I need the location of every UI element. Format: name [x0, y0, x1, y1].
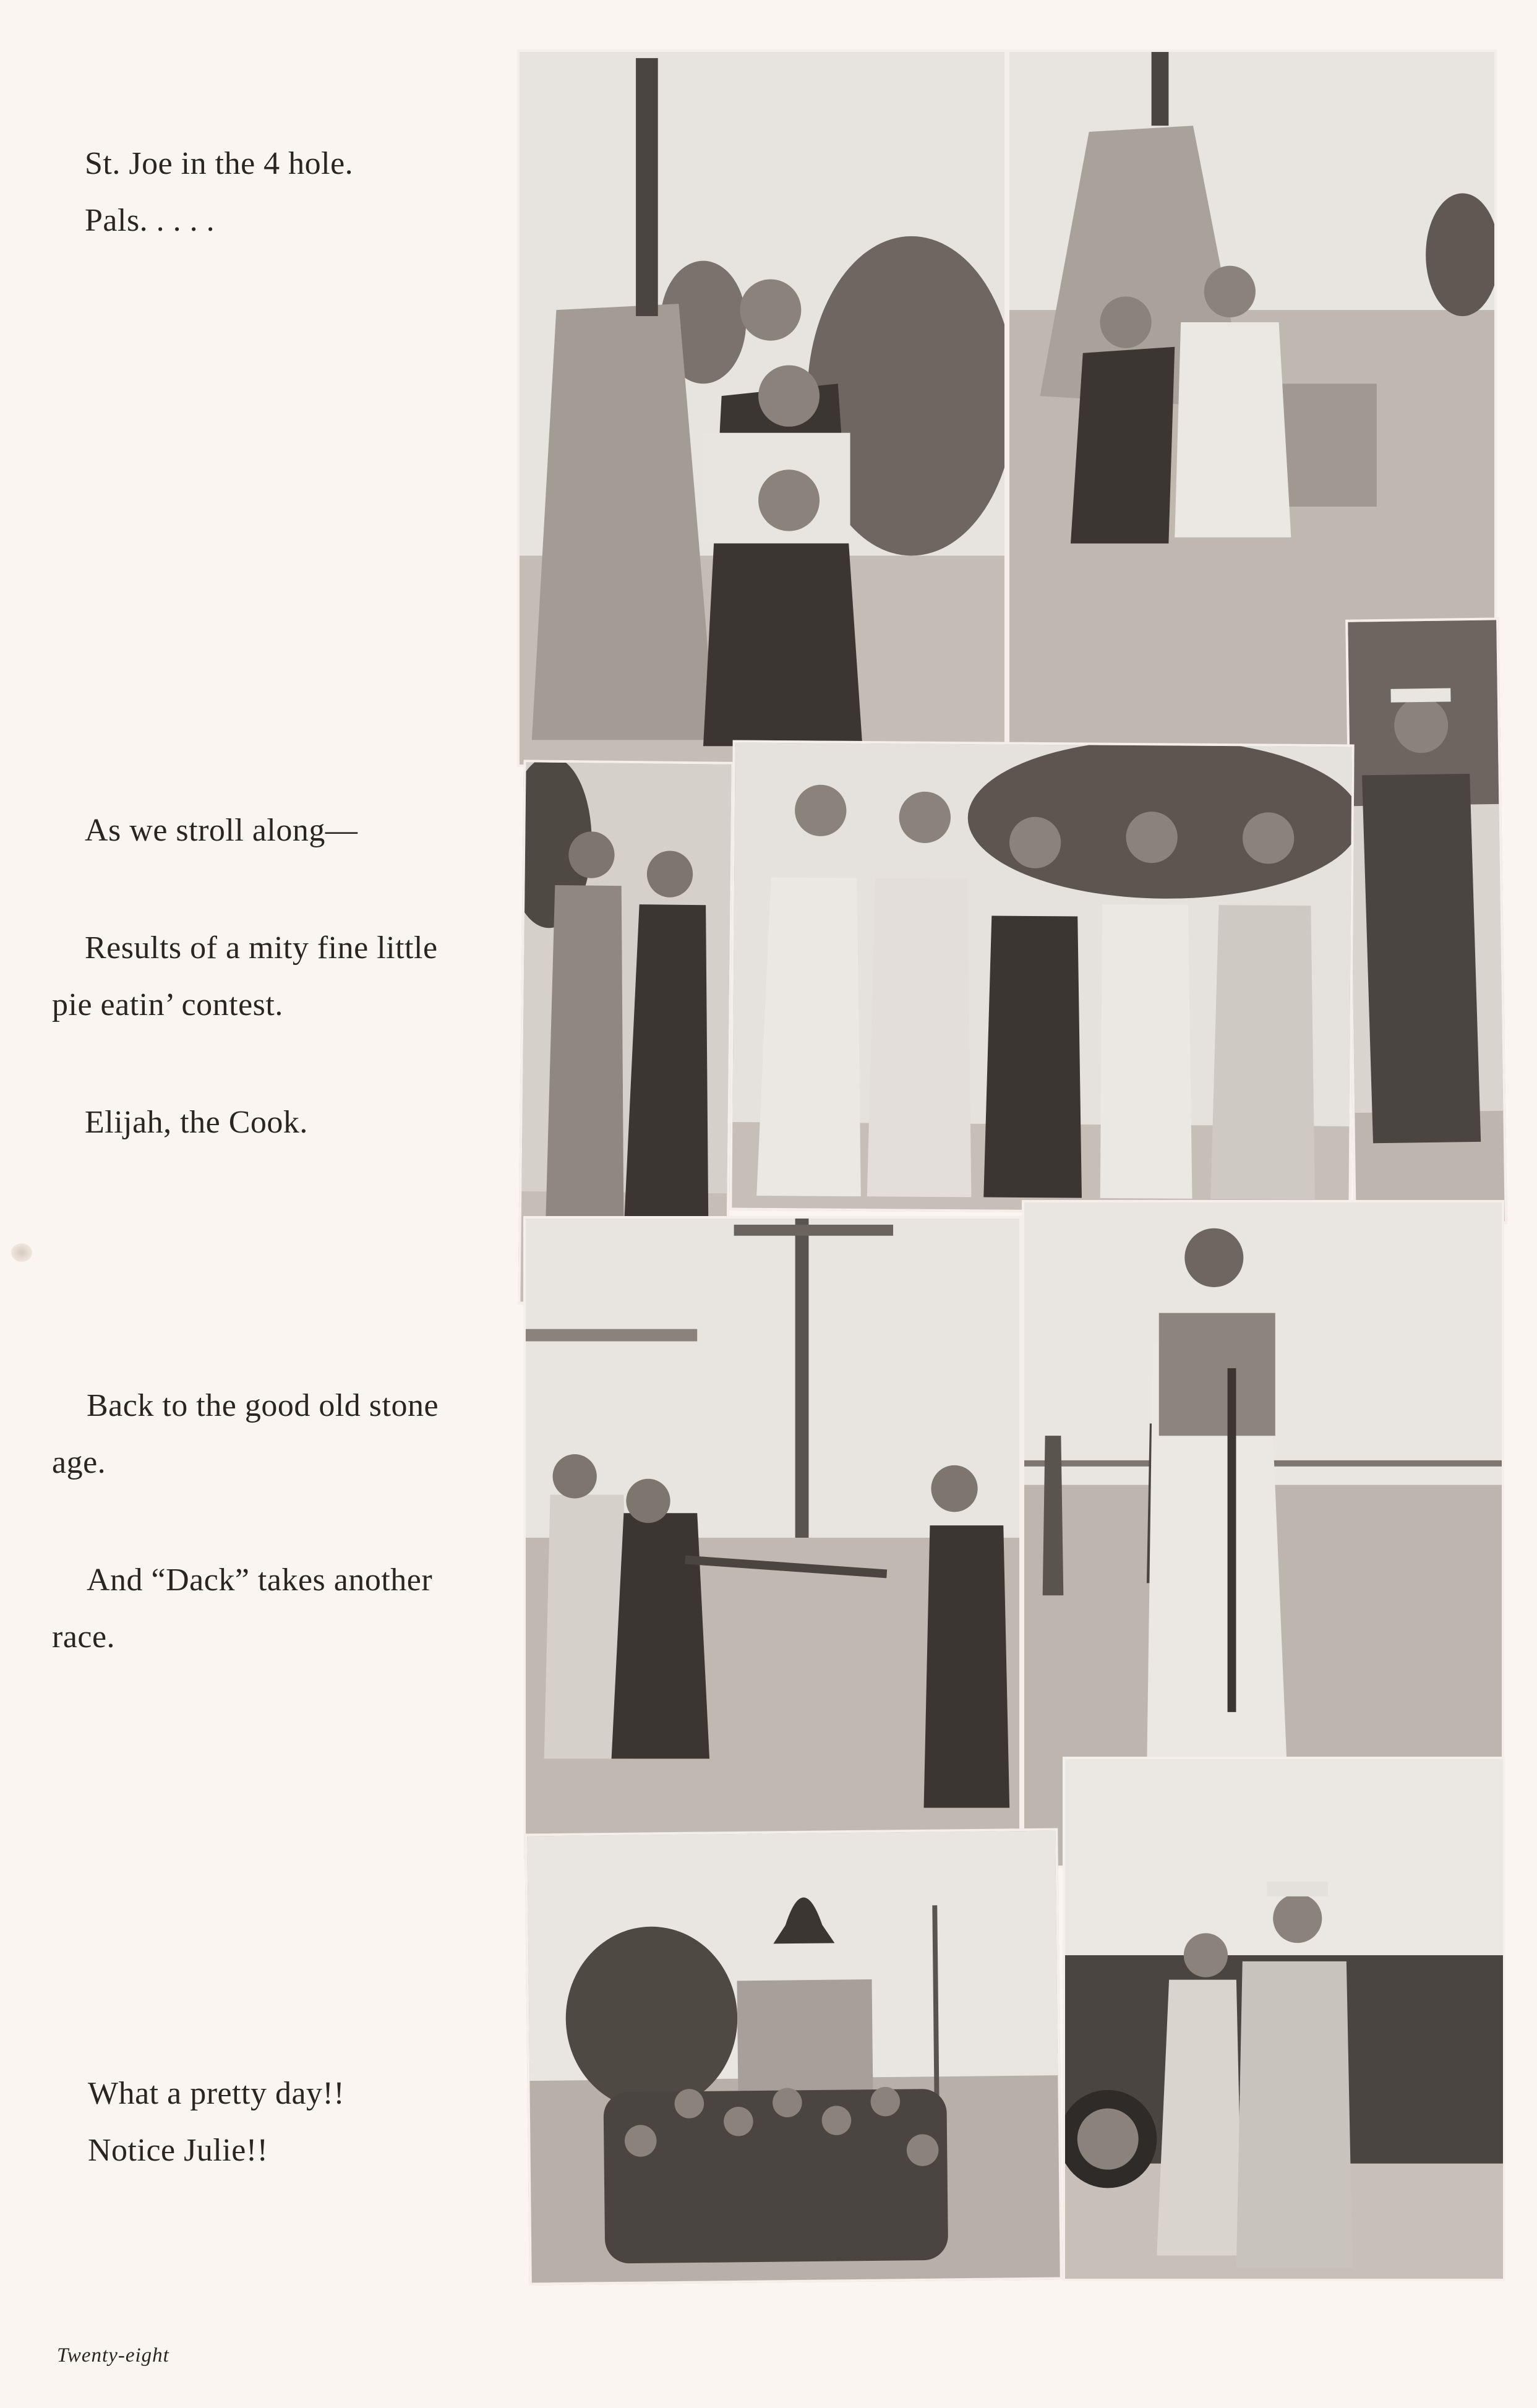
caption-dack-line1: And “Dack” takes another: [87, 1562, 433, 1598]
caption-st-joe: St. Joe in the 4 hole.: [85, 146, 354, 181]
caption-notice-julie: Notice Julie!!: [88, 2133, 268, 2168]
caption-stone-age-line1: Back to the good old stone: [87, 1388, 439, 1423]
photo-boys-piggyback-image: [520, 52, 1004, 765]
paper-stain: [11, 1243, 32, 1262]
caption-stone-age-line2: age.: [52, 1445, 106, 1480]
photo-boys-piggyback: [517, 49, 1007, 767]
caption-pals: Pals. . . . .: [85, 203, 215, 238]
page-number: Twenty-eight: [57, 2344, 169, 2367]
photo-pie-contest: [729, 740, 1354, 1215]
photo-man-in-hat-image: [1348, 620, 1505, 1223]
photo-man-in-hat: [1345, 617, 1507, 1225]
photo-pie-contest-image: [732, 743, 1351, 1212]
caption-stroll: As we stroll along—: [85, 813, 358, 848]
caption-elijah: Elijah, the Cook.: [85, 1105, 308, 1140]
photo-stone-age-image: [526, 1219, 1019, 1857]
photo-group-bell-image: [527, 1831, 1060, 2283]
caption-results-line1: Results of a mity fine little: [85, 930, 438, 966]
photo-group-bell: [524, 1828, 1063, 2286]
photo-couple-car: [1063, 1757, 1505, 2281]
photo-couple-car-image: [1065, 1759, 1503, 2279]
caption-results-line2: pie eatin’ contest.: [52, 987, 283, 1022]
caption-pretty-day: What a pretty day!!: [88, 2076, 345, 2111]
caption-dack-line2: race.: [52, 1619, 116, 1655]
photo-stone-age: [523, 1216, 1022, 1859]
